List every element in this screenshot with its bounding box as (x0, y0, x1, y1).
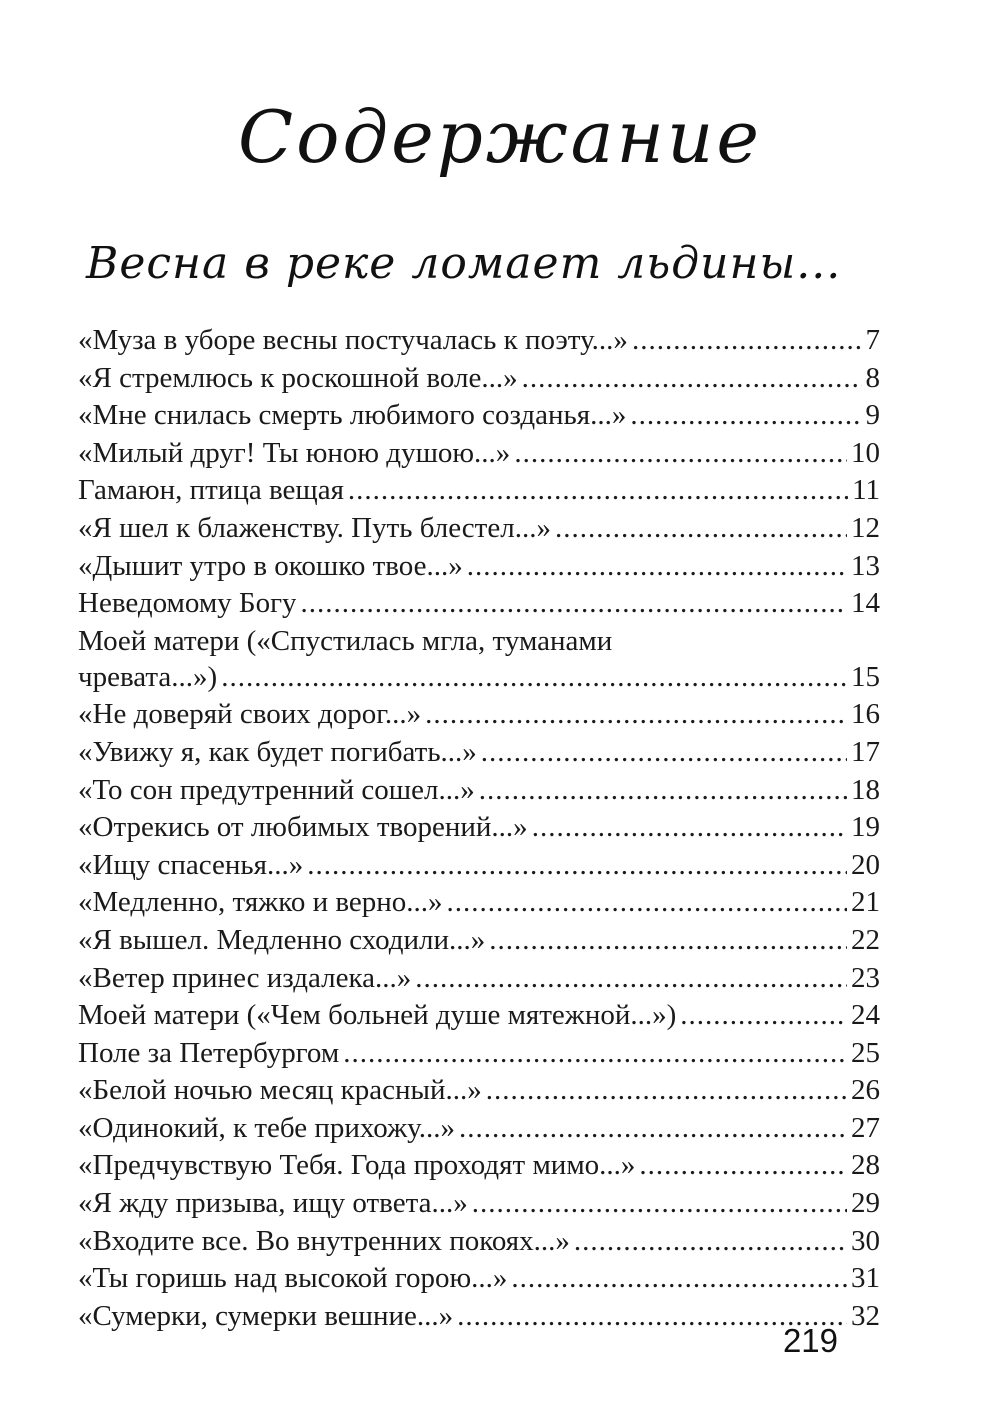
page-title: Содержание (238, 95, 762, 179)
toc-entry-first-line (78, 623, 880, 659)
toc-entry-page: 32 (851, 1299, 880, 1332)
toc-entry-title: «Ты горишь над высокой горою...» (78, 1262, 508, 1295)
toc-entry-page: 8 (865, 361, 880, 394)
toc-entry-page: 24 (851, 999, 880, 1032)
toc-leader-dots (481, 734, 847, 772)
toc-entry-page: 21 (851, 886, 880, 919)
toc-entry-title: «То сон предутренний сошел...» (78, 773, 475, 806)
toc-entry-page: 31 (851, 1262, 880, 1295)
toc-entry (78, 510, 880, 548)
toc-leader-dots (459, 1110, 847, 1148)
toc-entry-title: «Я вышел. Медленно сходили...» (78, 923, 486, 956)
toc-entry-title: «Одинокий, к тебе прихожу...» (78, 1111, 455, 1144)
toc-leader-dots (639, 1147, 847, 1185)
toc-entry-page: 17 (851, 735, 880, 768)
toc-entry (78, 922, 880, 960)
toc-leader-dots (425, 696, 847, 734)
toc-entry-title: «Ищу спасенья...» (78, 848, 304, 881)
toc-entry-title: чревата...») (78, 660, 218, 693)
toc-entry (78, 1147, 880, 1185)
toc-leader-dots (348, 472, 848, 510)
toc-entry-title: «Отрекись от любимых творений...» (78, 811, 528, 844)
toc-leader-dots (522, 360, 862, 398)
toc-entry (78, 734, 880, 772)
toc-leader-dots (343, 1035, 847, 1073)
toc-entry-page: 29 (851, 1187, 880, 1220)
toc-leader-dots (479, 772, 847, 810)
toc-entry (78, 472, 880, 510)
toc-entry-page: 18 (851, 773, 880, 806)
toc-entry-page: 19 (851, 811, 880, 844)
toc-entry (78, 435, 880, 473)
toc-leader-dots (632, 322, 862, 360)
toc-leader-dots (489, 922, 847, 960)
toc-entry (78, 696, 880, 734)
toc-entry-page: 30 (851, 1224, 880, 1257)
toc-entry (78, 960, 880, 998)
toc-entry (78, 360, 880, 398)
toc-entry-page: 20 (851, 848, 880, 881)
toc-entry-title: «Увижу я, как будет погибать...» (78, 735, 477, 768)
toc-entry (78, 397, 880, 435)
toc-entry-page: 23 (851, 961, 880, 994)
toc-leader-dots (555, 510, 847, 548)
toc-entry (78, 997, 880, 1035)
toc-leader-dots (574, 1223, 847, 1261)
toc-entry-title: «Сумерки, сумерки вешние...» (78, 1299, 454, 1332)
table-of-contents (78, 322, 880, 1335)
toc-entry-page: 13 (851, 549, 880, 582)
toc-entry-title: «Предчувствую Тебя. Года проходят мимо...» (78, 1149, 636, 1182)
toc-entry (78, 884, 880, 922)
toc-entry-page: 11 (852, 474, 880, 507)
toc-entry-page: 26 (851, 1074, 880, 1107)
toc-entry (78, 1110, 880, 1148)
toc-entry-title: «Медленно, тяжко и верно...» (78, 886, 443, 919)
toc-entry-title: Гамаюн, птица вещая (78, 474, 344, 507)
toc-entry (78, 1260, 880, 1298)
toc-entry-page: 28 (851, 1149, 880, 1182)
toc-leader-dots (630, 397, 861, 435)
toc-entry (78, 1223, 880, 1261)
toc-entry-title: «Не доверяй своих дорог...» (78, 698, 422, 731)
toc-entry-title: «Я стремлюсь к роскошной воле...» (78, 361, 518, 394)
toc-entry-page: 15 (851, 660, 880, 693)
toc-entry-title: «Входите все. Во внутренних покоях...» (78, 1224, 570, 1257)
toc-leader-dots (221, 659, 847, 697)
toc-entry-title: «Мне снилась смерть любимого созданья...» (78, 399, 627, 432)
toc-leader-dots (532, 809, 847, 847)
page-number: 219 (782, 1322, 838, 1359)
toc-entry-title: «Милый друг! Ты юною душою...» (78, 436, 511, 469)
toc-entry-title: «Ветер принес издалека...» (78, 961, 412, 994)
toc-entry-page: 12 (851, 511, 880, 544)
toc-entry-page: 9 (865, 399, 880, 432)
toc-entry (78, 772, 880, 810)
toc-leader-dots (415, 960, 847, 998)
toc-entry-page: 25 (851, 1036, 880, 1069)
toc-leader-dots (472, 1185, 847, 1223)
toc-leader-dots (447, 884, 848, 922)
toc-entry (78, 322, 880, 360)
toc-entry (78, 659, 880, 697)
toc-entry (78, 1072, 880, 1110)
toc-entry-title-line1: Моей матери («Спустилась мгла, туманами (78, 624, 613, 657)
toc-entry (78, 847, 880, 885)
toc-entry (78, 1035, 880, 1073)
section-title: Весна в реке ломает льдины... (86, 238, 842, 289)
toc-entry-title: Неведомому Богу (78, 587, 297, 620)
toc-entry-title: «Дышит утро в окошко твое...» (78, 549, 463, 582)
toc-entry (78, 809, 880, 847)
toc-entry-page: 10 (851, 436, 880, 469)
toc-entry (78, 548, 880, 586)
toc-entry-title: «Я шел к блаженству. Путь блестел...» (78, 511, 551, 544)
toc-entry-title: Поле за Петербургом (78, 1036, 340, 1069)
toc-entry-page: 7 (865, 324, 880, 356)
toc-entry-title: «Я жду призыва, ищу ответа...» (78, 1187, 468, 1220)
toc-leader-dots (486, 1072, 847, 1110)
toc-entry-page: 16 (851, 698, 880, 731)
toc-leader-dots (467, 548, 847, 586)
toc-leader-dots (514, 435, 847, 473)
toc-entry-page: 22 (851, 923, 880, 956)
toc-entry (78, 585, 880, 623)
toc-entry-page: 27 (851, 1111, 880, 1144)
toc-entry-title: «Белой ночью месяц красный...» (78, 1074, 482, 1107)
toc-leader-dots (300, 585, 847, 623)
toc-leader-dots (307, 847, 847, 885)
toc-entry-page: 14 (851, 587, 880, 620)
toc-leader-dots (680, 997, 847, 1035)
toc-entry-title: Моей матери («Чем больней душе мятежной...») (78, 999, 677, 1032)
toc-entry-title: «Муза в уборе весны постучалась к поэту...» (78, 324, 628, 356)
toc-leader-dots (511, 1260, 847, 1298)
toc-entry (78, 1185, 880, 1223)
